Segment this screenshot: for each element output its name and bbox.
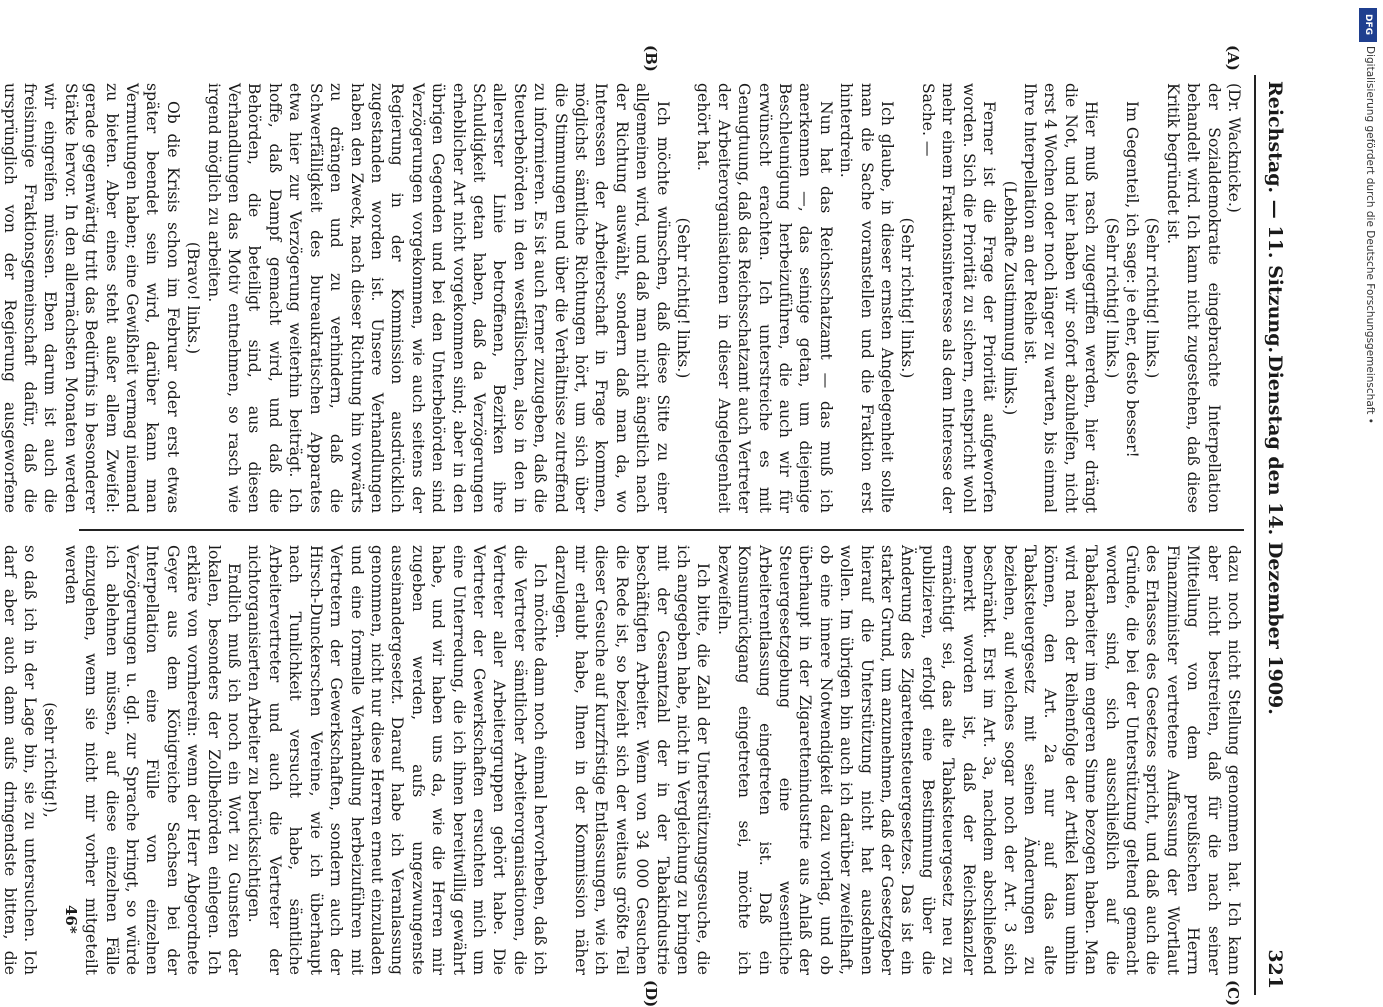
right-column-paragraph: Ich möchte dann noch einmal hervorheben, daß ich die Vertreter sämtlicher Arbeiterorganisationen, die Vertreter aller Arbeitergruppen gehört habe. Die Vertreter der Gewerkschaften ersuchten mich um eine Unterredung, die ich ihnen bereitwillig gewährt habe, und wir haben uns da, wie die Herren mir zugeben werden, aufs ungezwungenste auseinandergesetzt. Darauf habe ich Veranlassung genommen, nicht nur diese Herren erneut einzuladen und eine formelle Verhandlung herbeizuführen mit Vertretern der Gewerkschaften, sondern auch der Hirsch-Dunckerschen Vereine, wie ich überhaupt nach Tunlichkeit versucht habe, sämtliche Arbeitervertreter und auch die Vertreter der nichtorganisierten Arbeiter zu berücksichtigen.	[245, 545, 550, 975]
left-column-paragraph: Im Gegenteil, ich sage: je eher, desto besser!	[1122, 101, 1141, 458]
right-column-paragraph: so daß ich in der Lage bin, sie zu untersuchen. Ich darf aber auch dann aufs dringendste bitten, die	[0, 545, 40, 975]
left-column-paragraph: (Sehr richtig! links.)	[674, 217, 693, 379]
digitization-note: Digitalisierung gefördert durch die Deutsche Forschungsgemeinschaft •	[1364, 46, 1376, 424]
digitization-strip	[1353, 0, 1383, 1000]
left-column-paragraph: Ferner ist die Frage der Priorität aufgeworfen worden. Sich die Priorität zu sichern, entspricht wohl mehr einem Fraktionsinteresse als dem Interesse der Sache. —	[918, 83, 999, 513]
column-divider	[79, 529, 1244, 531]
left-column-paragraph: der Sozialdemokratie eingebrachte Interpellation behandelt wird. Ich kann nicht zugestehen, daß diese Kritik begründet ist.	[1163, 83, 1223, 513]
left-column-paragraph: (Sehr richtig! links.)	[1143, 217, 1162, 379]
left-column-paragraph: (Bravo! links.)	[184, 241, 203, 355]
left-column-paragraph: (Sehr richtig! links.)	[1102, 217, 1121, 379]
margin-marker-c: (C)	[1224, 980, 1242, 1007]
dfg-logo: DFG	[1359, 8, 1377, 42]
page-number: 321	[1264, 949, 1286, 989]
margin-marker-b: (B)	[642, 45, 660, 72]
left-column-paragraph: Ob die Krisis schon im Februar oder erst etwas später beendet sein wird, darüber kann man Vermutungen haben; eine Gewißheit vermag niemand zu bieten. Aber eines steht außer allem Zweifel: gerade gegenwärtig tritt das Bedürfnis in besonderer Stärke hervor. In den allernächsten Monaten werden wir eingreifen müssen. Eben darum ist auch die freisinnige Fraktionsgemeinschaft dafür, daß die ursprünglich von der Regierung ausgeworfene	[0, 83, 182, 513]
rotated-document-page	[0, 45, 1290, 1007]
margin-marker-a: (A)	[1224, 45, 1242, 71]
margin-marker-d: (D)	[642, 980, 660, 1007]
right-column-paragraph: dazu noch nicht Stellung genommen hat. Ich kann aber nicht bestreiten, daß für die nach seiner Mitteilung von dem preußischen Herrn Finanzminister vertretene Auffassung der Wortlaut des Erlasses des Gesetzes spricht, und daß auch die Gründe, die bei der Unterstützung geltend gemacht worden sind, sich ausschließlich auf die Tabakarbeiter im engeren Sinne bezogen haben. Man wird nach der Reihenfolge der Artikel kaum umhin können, den Art. 2a nur auf das alte Tabaksteuergesetz mit seinen Änderungen zu beziehen, auf welches sogar noch der Art. 3 sich beschränkt. Erst im Art. 3a, nachdem abschließend bemerkt worden ist, daß der Reichskanzler ermächtigt sei, das alte Tabaksteuergesetz neu zu publizieren, erfolgt eine Bestimmung über die Änderung des Zigarettensteuergesetzes. Das ist ein starker Grund, um anzunehmen, daß der Gesetzgeber hierauf die Unterstützung nicht hat ausdehnen wollen. Im übrigen bin auch ich darüber zweifelhaft, ob eine innere Notwendigkeit dazu vorlag, und ob überhaupt in der Zigarettenindustrie aus Anlaß der Steuergesetzgebung eine wesentliche Arbeiterentlassung eingetreten ist. Daß ein Konsumrückgang eingetreten sei, möchte ich bezweifeln.	[714, 545, 1243, 975]
left-column-paragraph: Ich möchte wünschen, daß diese Sitte zu einer allgemeinen wird, und daß man nicht ängstlich nach der Richtung auswählt, sondern daß man da, wo Interessen der Arbeiterschaft in Frage kommen, möglichst sämtliche Richtungen hört, um sich über die Stimmungen und über die Verhältnisse zutreffend zu informieren. Es ist auch ferner zuzugeben, daß die Steuerbehörden in den westfälischen, also in den in allererster Linie betroffenen, Bezirken ihre Schuldigkeit getan haben, daß da Verzögerungen erheblicher Art nicht vorgekommen sind; aber in den übrigen Gegenden und bei den Unterbehörden sind Verzögerungen vorgekommen, wie auch seitens der Regierung in der Kommission ausdrücklich zugestanden worden ist. Unsere Verhandlungen haben den Zweck, nach dieser Richtung hin vorwärts zu drängen und zu verhindern, daß die Schwerfälligkeit des bureaukratischen Apparates etwa hier zur Verzögerung weiterhin beiträgt. Ich hoffe, daß Dampf gemacht wird, und daß die Behörden, die beteiligt sind, aus diesen Verhandlungen das Motiv entnehmen, so rasch wie irgend möglich zu arbeiten.	[204, 83, 672, 513]
left-column-paragraph: Hier muß rasch zugegriffen werden, hier drängt die Not, und hier haben wir sofort abzuhelfen, nicht erst 4 Wochen oder noch länger zu warten, bis einmal Ihre Interpellation an der Reihe ist.	[1020, 83, 1101, 513]
left-column-paragraph: (Dr. Wacknicke.)	[1225, 83, 1243, 213]
left-column-paragraph: Ich glaube, in dieser ernsten Angelegenheit sollte man die Sache voranstellen und die Fraktion erst hinterdrein.	[837, 83, 897, 513]
page-header	[1254, 75, 1290, 995]
header-date: Dienstag den 14. Dezember 1909.	[1264, 355, 1286, 715]
left-column-paragraph: (Lebhafte Zustimmung links.)	[1000, 180, 1019, 416]
right-column-paragraph: Ich bitte, die Zahl der Unterstützungsgesuche, die ich angegeben habe, nicht in Vergleichung zu bringen mit der Gesamtzahl der in der Tabakindustrie beschäftigten Arbeiter. Wenn von 34 000 Gesuchen die Rede ist, so bezieht sich der weitaus größte Teil dieser Gesuche auf kurzfristige Entlassungen, wie ich mir erlaubt habe, Ihnen in der Kommission näher darzulegen.	[551, 545, 713, 975]
left-column-paragraph: (Sehr richtig! links.)	[898, 217, 917, 379]
header-session: Reichstag. — 11. Sitzung.	[1264, 81, 1286, 354]
left-column-paragraph: Nun hat das Reichsschatzamt — das muß ich anerkennen —, das seinige getan, um diejenige Beschleunigung herbeizuführen, die auch wir für erwünscht erachten. Ich unterstreiche es mit Genugtuung, daß das Reichsschatzamt auch Vertreter der Arbeiterorganisationen in dieser Angelegenheit gehört hat.	[694, 83, 835, 513]
right-column-paragraph: (sehr richtig!),	[41, 702, 60, 818]
right-column-paragraph: Endlich muß ich noch ein Wort zu Gunsten der lokalen, besonders der Zollbehörden einlegen. Ich erkläre von vornherein: wenn der Herr Abgeordnete Geyer aus dem Königreiche Sachsen bei der Interpellation eine Fülle von einzelnen Verzögerungen u. dgl. zur Sprache bringt, so würde ich ablehnen müssen, auf diese einzelnen Fälle einzugehen, wenn sie nicht mir vorher mitgeteilt werden	[61, 545, 244, 975]
left-text-column	[0, 83, 1244, 513]
signature-mark: 46*	[62, 905, 80, 934]
